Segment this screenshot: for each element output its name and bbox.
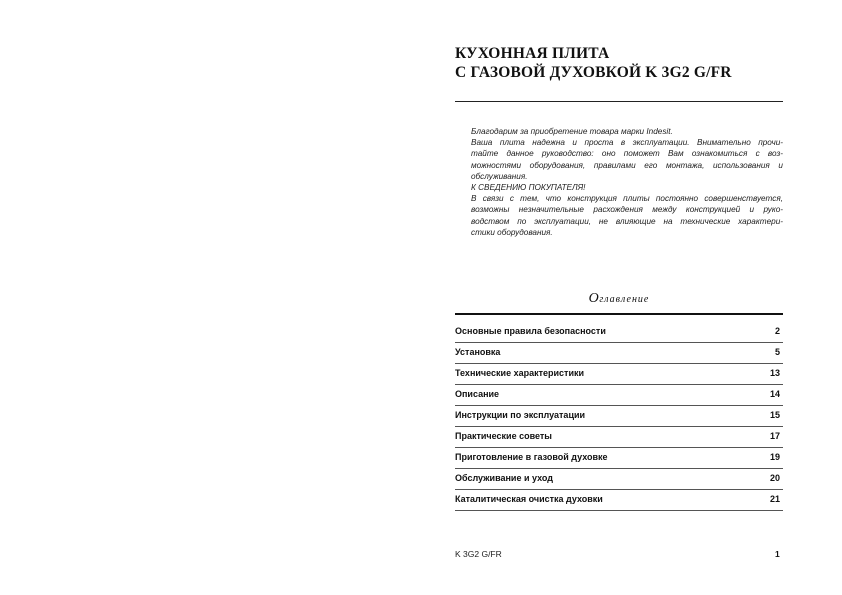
intro-line: Благодарим за приобретение товара марки Indesit. bbox=[471, 127, 673, 136]
toc-heading bbox=[455, 290, 783, 307]
footer-model-code: K 3G2 G/FR bbox=[455, 549, 502, 559]
intro-line: обслуживания. bbox=[471, 171, 528, 181]
toc-entry[interactable] bbox=[455, 364, 783, 385]
toc-entry-label: Установка bbox=[455, 347, 501, 357]
toc-entry[interactable] bbox=[455, 343, 783, 364]
toc-entry-label: Технические характеристики bbox=[455, 368, 585, 378]
toc-entry-label: Основные правила безопасности bbox=[455, 326, 606, 336]
toc-entry-page: 20 bbox=[769, 473, 780, 483]
title-line-1: КУХОННАЯ ПЛИТА bbox=[455, 45, 610, 62]
toc-entry[interactable] bbox=[455, 406, 783, 427]
intro-line: стики оборудования. bbox=[471, 227, 553, 237]
toc-entry-label: Каталитическая очистка духовки bbox=[455, 494, 603, 504]
toc-entry[interactable] bbox=[455, 427, 783, 448]
page-number: 1 bbox=[775, 549, 780, 559]
intro-line: возможны незначительные расхождения между конструкцией и руко- bbox=[471, 205, 783, 215]
title-divider bbox=[455, 101, 783, 102]
toc-entry-page: 13 bbox=[769, 368, 780, 378]
toc-entry-page: 5 bbox=[774, 347, 780, 357]
intro-line: можностями оборудования, правилами его монтажа, использования и bbox=[471, 160, 783, 170]
toc-heading-initial: О bbox=[588, 291, 600, 306]
toc-entry[interactable] bbox=[455, 448, 783, 469]
title-line-2: С ГАЗОВОЙ ДУХОВКОЙ K 3G2 G/FR bbox=[455, 64, 732, 81]
toc-entry-label: Инструкции по эксплуатации bbox=[455, 410, 586, 420]
toc-entry-page: 2 bbox=[774, 326, 780, 336]
document-title bbox=[455, 44, 785, 82]
toc-entry[interactable] bbox=[455, 469, 783, 490]
toc-entry-page: 19 bbox=[769, 452, 780, 462]
toc-entry-page: 17 bbox=[769, 431, 780, 441]
toc-entry-label: Практические советы bbox=[455, 431, 552, 441]
toc-entry-page: 15 bbox=[769, 410, 780, 420]
toc-heading-rest: главление bbox=[599, 294, 650, 305]
table-of-contents bbox=[455, 322, 783, 511]
intro-line: Ваша плита надежна и проста в эксплуатации. Внимательно прочи- bbox=[471, 138, 783, 148]
toc-entry-page: 21 bbox=[769, 494, 780, 504]
toc-entry[interactable] bbox=[455, 322, 783, 343]
intro-paragraph bbox=[471, 126, 783, 238]
intro-line: тайте данное руководство: оно поможет Вам ознакомиться с воз- bbox=[471, 149, 783, 159]
intro-line: В связи с тем, что конструкция плиты постоянно совершенствуется, bbox=[471, 194, 783, 204]
toc-entry-label: Описание bbox=[455, 389, 500, 399]
toc-divider bbox=[455, 313, 783, 315]
toc-entry-label: Обслуживание и уход bbox=[455, 473, 553, 483]
intro-line: К СВЕДЕНИЮ ПОКУПАТЕЛЯ! bbox=[471, 183, 586, 193]
toc-entry-label: Приготовление в газовой духовке bbox=[455, 452, 608, 462]
intro-line: водством по эксплуатации, не влияющие на технические характери- bbox=[471, 216, 783, 226]
toc-entry-page: 14 bbox=[769, 389, 780, 399]
toc-entry[interactable] bbox=[455, 385, 783, 406]
toc-entry[interactable] bbox=[455, 490, 783, 511]
